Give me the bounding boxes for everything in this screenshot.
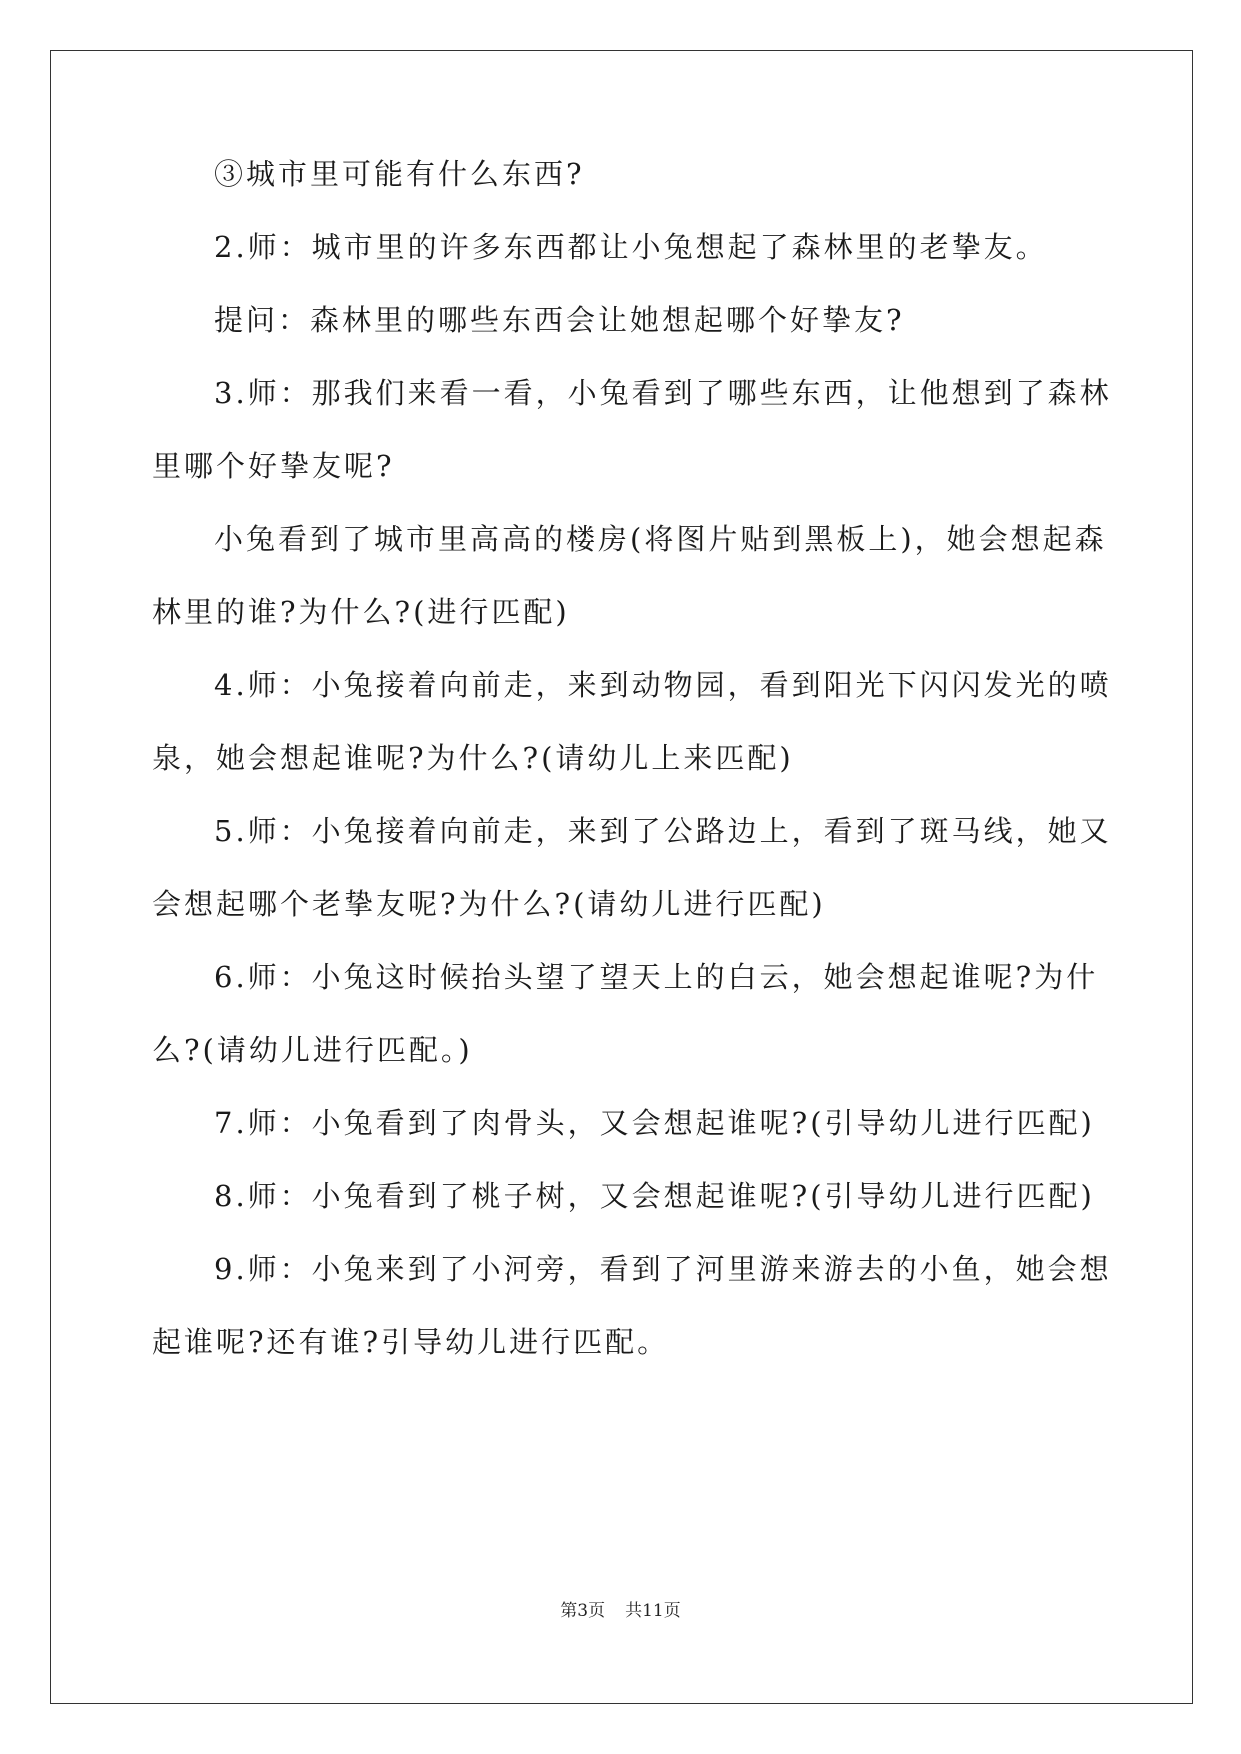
page-border — [50, 50, 1193, 1704]
page-total: 共11页 — [625, 1601, 681, 1621]
paragraph-line: ③城市里可能有什么东西? — [214, 157, 585, 191]
paragraph-line: 9.师：小兔来到了小河旁，看到了河里游来游去的小鱼，她会想 — [214, 1252, 1112, 1286]
page-footer — [0, 1596, 1241, 1621]
paragraph-line: 泉，她会想起谁呢?为什么?(请幼儿上来匹配) — [152, 741, 794, 775]
paragraph-line: 8.师：小兔看到了桃子树，又会想起谁呢?(引导幼儿进行匹配) — [214, 1179, 1095, 1213]
paragraph-line: 会想起哪个老挚友呢?为什么?(请幼儿进行匹配) — [152, 887, 826, 921]
paragraph-line: 4.师：小兔接着向前走，来到动物园，看到阳光下闪闪发光的喷 — [214, 668, 1112, 702]
paragraph-line: 起谁呢?还有谁?引导幼儿进行匹配。 — [152, 1325, 670, 1359]
paragraph-line: 3.师：那我们来看一看，小兔看到了哪些东西，让他想到了森林 — [214, 376, 1112, 410]
paragraph-line: 7.师：小兔看到了肉骨头，又会想起谁呢?(引导幼儿进行匹配) — [214, 1106, 1095, 1140]
paragraph-line: 5.师：小兔接着向前走，来到了公路边上，看到了斑马线，她又 — [214, 814, 1112, 848]
paragraph-line: 么?(请幼儿进行匹配。) — [152, 1033, 473, 1067]
paragraph-line: 小兔看到了城市里高高的楼房(将图片贴到黑板上)，她会想起森 — [214, 522, 1107, 556]
paragraph-line: 里哪个好挚友呢? — [152, 449, 395, 483]
paragraph-line: 2.师：城市里的许多东西都让小兔想起了森林里的老挚友。 — [214, 230, 1048, 264]
paragraph-line: 6.师：小兔这时候抬头望了望天上的白云，她会想起谁呢?为什 — [214, 960, 1099, 994]
paragraph-line: 提问：森林里的哪些东西会让她想起哪个好挚友? — [214, 303, 905, 337]
paragraph-line: 林里的谁?为什么?(进行匹配) — [152, 595, 570, 629]
page-number: 第3页 — [560, 1601, 606, 1621]
